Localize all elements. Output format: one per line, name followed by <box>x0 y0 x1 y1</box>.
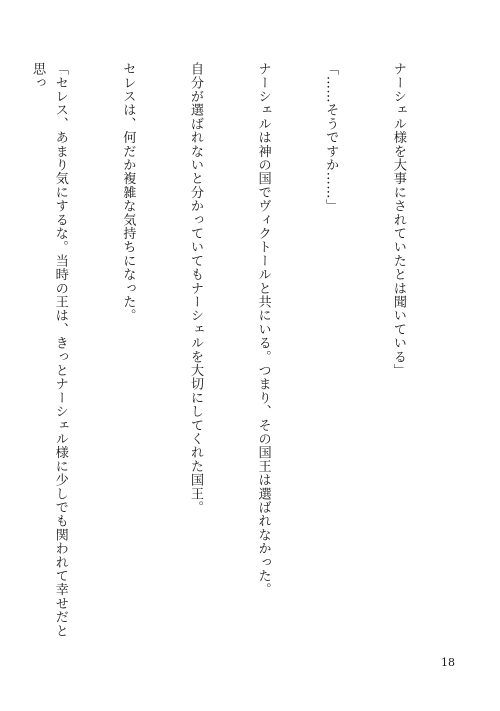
vertical-text-block <box>0 62 454 647</box>
page-number: 18 <box>441 656 455 669</box>
text-line: 「……そうですか……」 <box>323 62 339 213</box>
text-line: 「セレス、あまり気にするな。当時の王は、きっとナーシェル様に少しでも関われて幸せだと思っ <box>30 62 68 638</box>
text-line: セレスは、何だか複雑な気持ちになった。 <box>120 62 136 323</box>
text-line: ナーシェル様を大事にされていたとは聞いている」 <box>390 62 406 378</box>
text-line: 自分が選ばれないと分かっていてもナーシェルを大切にしてくれた国王。 <box>187 62 203 515</box>
text-line: ナーシェルは神の国でヴィクトールと共にいる。つまり、その国王は選ばれなかった。 <box>255 62 271 597</box>
